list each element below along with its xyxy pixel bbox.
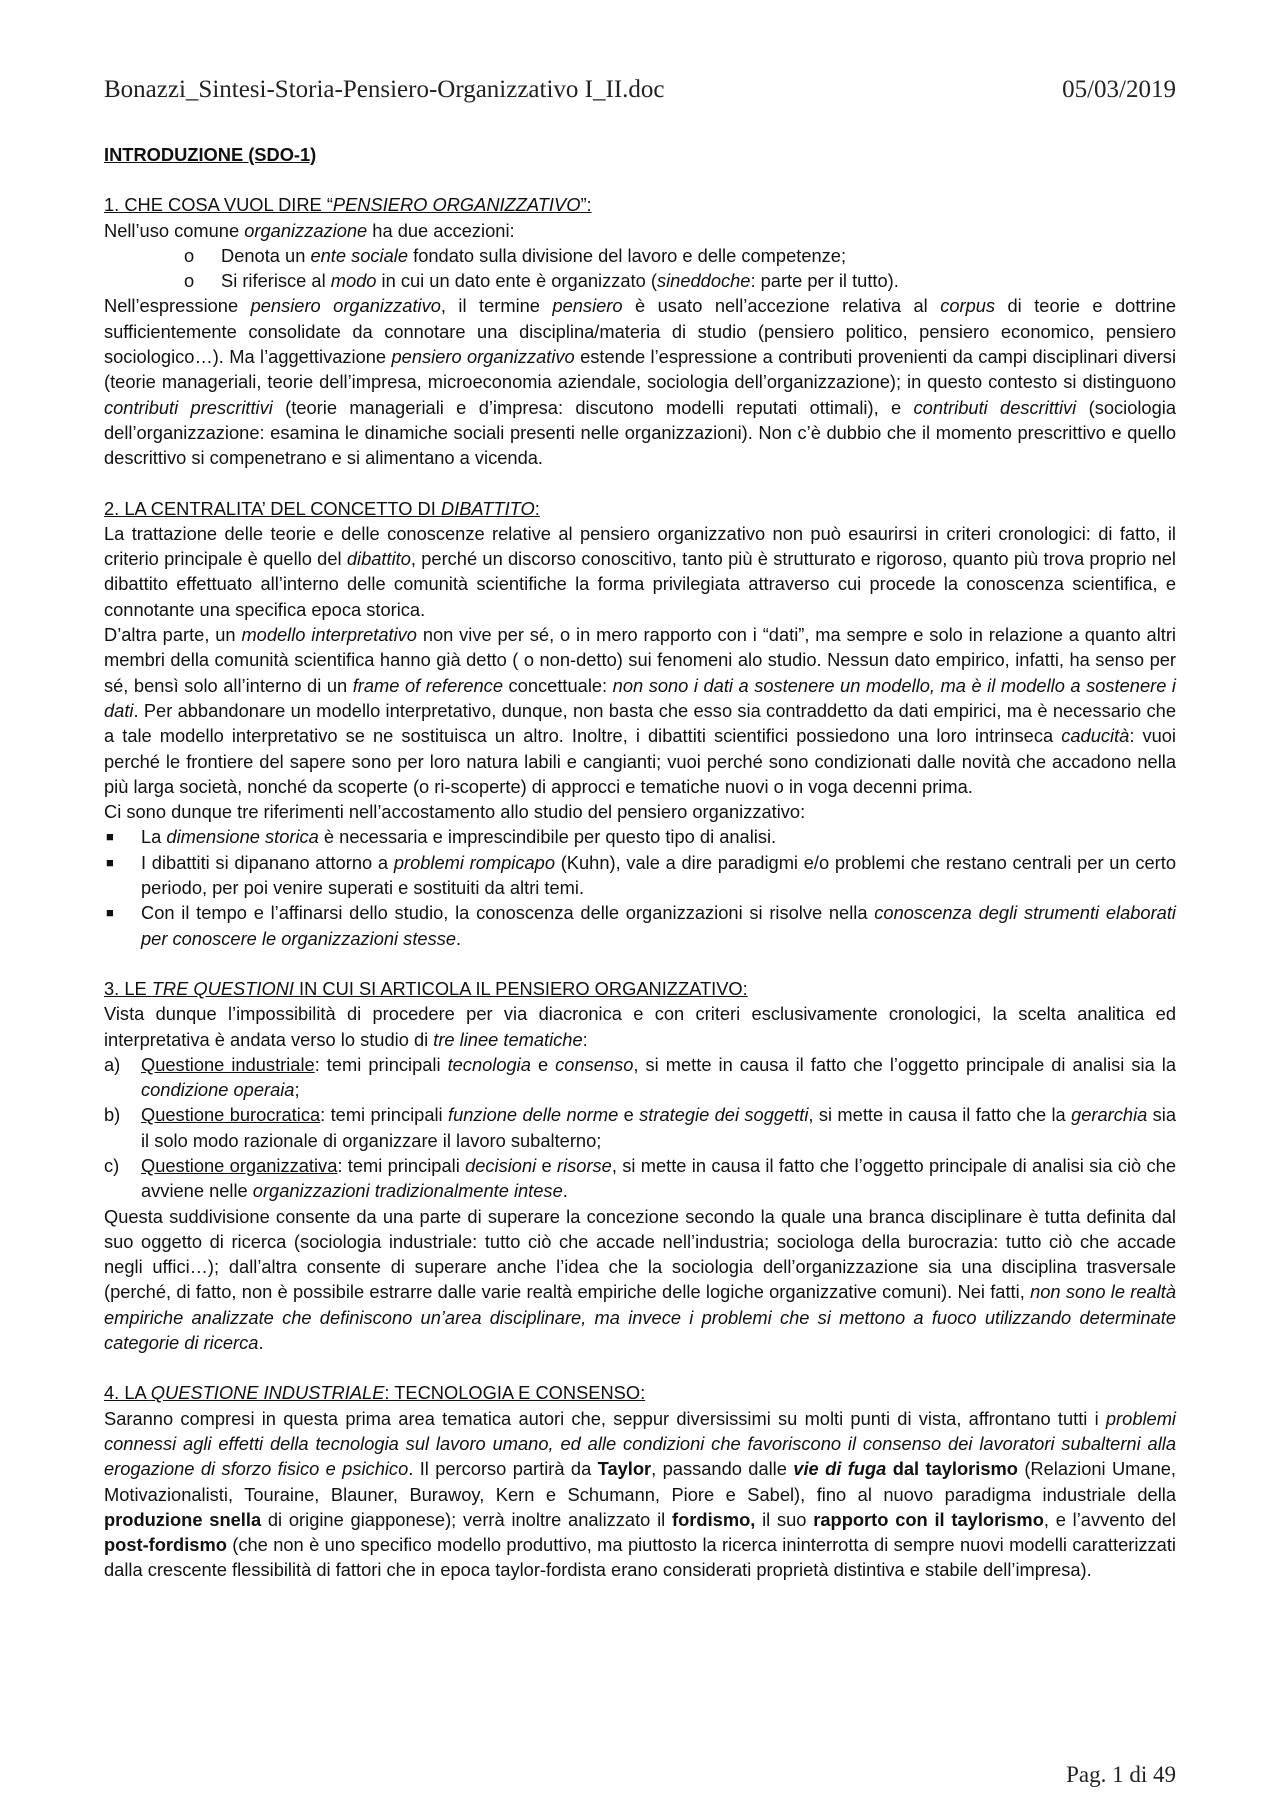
- bullet-marker: o: [184, 244, 195, 266]
- header-filename: Bonazzi_Sintesi-Storia-Pensiero-Organizzativo I_II.doc: [104, 76, 665, 103]
- section-2-paragraph-1: La trattazione delle teorie e delle conoscenze relative al pensiero organizzativo non può esaurirsi in criteri cronologici: di fatto, il criterio principale è quello del dibattito, perché un discorso conoscitivo, tanto più è strutturato e rigoroso, quanto più trova proprio nel dibattito effettuato all’interno delle comunità scientifiche la forma privilegiata attraverso cui procede la conoscenza scientifica, e connotante una specifica epoca storica.: [104, 522, 1176, 620]
- section-3-paragraph-1: Vista dunque l’impossibilità di procedere per via diacronica e con criteri esclusivamente cronologici, la scelta analitica ed interpretativa è andata verso lo studio di tre linee tematiche:: [104, 1003, 1176, 1050]
- page-header: [104, 76, 1176, 104]
- section-2-heading: 2. LA CENTRALITA’ DEL CONCETTO DI DIBATTITO:: [104, 497, 540, 519]
- list-item: a) Questione industriale: temi principali tecnologia e consenso, si mette in causa il fatto che l’oggetto principale di analisi sia la condizione operaia;: [104, 1053, 1177, 1101]
- bullet-marker: o: [184, 270, 195, 292]
- list-item: b) Questione burocratica: temi principali funzione delle norme e strategie dei soggetti, si mette in causa il fatto che la gerarchia sia il solo modo razionale di organizzare il lavoro subalterno;: [104, 1104, 1177, 1151]
- bullet-marker: ■: [106, 905, 114, 921]
- bullet-marker: ■: [106, 829, 114, 845]
- document-body: [104, 142, 1176, 1583]
- list-item: o Denota un ente sociale fondato sulla divisione del lavoro e delle competenze;: [104, 243, 1176, 268]
- list-item: ■ I dibattiti si dipanano attorno a problemi rompicapo (Kuhn), vale a dire paradigmi e/o problemi che restano centrali per un certo periodo, per poi venire superati e sostituiti da altri temi.: [106, 851, 1177, 899]
- section-1-heading: 1. CHE COSA VUOL DIRE “PENSIERO ORGANIZZATIVO”:: [104, 194, 592, 216]
- page-number: Pag. 1 di 49: [1066, 1762, 1176, 1787]
- section-3-list: [104, 1052, 1176, 1204]
- list-marker: a): [104, 1053, 121, 1075]
- list-item: c) Questione organizzativa: temi principali decisioni e risorse, si mette in causa il fatto che l’oggetto principale di analisi sia ciò che avviene nelle organizzazioni tradizionalmente intese.: [104, 1154, 1177, 1202]
- section-2-paragraph-3: Ci sono dunque tre riferimenti nell’accostamento allo studio del pensiero organizzativo:: [104, 801, 806, 823]
- section-3-paragraph-2: Questa suddivisione consente da una parte di superare la concezione secondo la quale una branca disciplinare è tutta definita dal suo oggetto di ricerca (sociologia industriale: tutto ciò che accade nell’industria; sociologa della burocrazia: tutto ciò che accade negli uffici…); dall’altra consente di superare anche l’idea che la sociologia dell’organizzazione sia una disciplina trasversale (perché, di fatto, non è possibile estrarre dalle varie realtà empiriche delle logiche organizzative comuni). Nei fatti, non sono le realtà empiriche analizzate che definiscono un’area disciplinare, ma invece i problemi che si mettono a fuoco utilizzando determinate categorie di ricerca.: [104, 1205, 1177, 1354]
- list-item: o Si riferisce al modo in cui un dato ente è organizzato (sineddoche: parte per il tutto).: [104, 268, 1176, 293]
- section-2-list: [104, 824, 1176, 950]
- list-item: ■ Con il tempo e l’affinarsi dello studio, la conoscenza delle organizzazioni si risolve nella conoscenza degli strumenti elaborati per conoscere le organizzazioni stesse.: [106, 902, 1176, 949]
- section-3-heading: 3. LE TRE QUESTIONI IN CUI SI ARTICOLA IL PENSIERO ORGANIZZATIVO:: [104, 977, 748, 999]
- section-2-paragraph-2: D’altra parte, un modello interpretativo non vive per sé, o in mero rapporto con i “dati”, ma sempre e solo in relazione a quanto altri membri della comunità scientifica hanno già detto ( o non-detto) sui fenomeni alo studio. Nessun dato empirico, infatti, ha senso per sé, bensì solo all’interno di un frame of reference concettuale: non sono i dati a sostenere un modello, ma è il modello a sostenere i dati. Per abbandonare un modello interpretativo, dunque, non basta che esso sia contraddetto da dati empirici, ma è necessario che a tale modello interpretativo se ne sostituisca un altro. Inoltre, i dibattiti scientifici possiedono una loro intrinseca caducità: vuoi perché le frontiere del sapere sono per loro natura labili e cangianti; vuoi perché sono condizionati dalle novità che accadono nella più larga società, nonché da scoperte (o ri-scoperte) di approcci e tematiche nuovi o in voga decenni prima.: [104, 624, 1176, 797]
- document-title: INTRODUZIONE (SDO-1): [104, 144, 317, 165]
- list-marker: c): [104, 1154, 120, 1176]
- section-4-heading: 4. LA QUESTIONE INDUSTRIALE: TECNOLOGIA E CONSENSO:: [104, 1382, 646, 1404]
- header-date: 05/03/2019: [1062, 76, 1176, 103]
- section-4-paragraph: Saranno compresi in questa prima area tematica autori che, seppur diversissimi su molti punti di vista, affrontano tutti i problemi connessi agli effetti della tecnologia sul lavoro umano, ed alle condizioni che favoriscono il consenso dei lavoratori subalterni alla erogazione di sforzo fisico e psichico. Il percorso partirà da Taylor, passando dalle vie di fuga dal taylorismo (Relazioni Umane, Motivazionalisti, Touraine, Blauner, Burawoy, Kern e Schumann, Piore e Sabel), fino al nuovo paradigma industriale della produzione snella di origine giapponese); verrà inoltre analizzato il fordismo, il suo rapporto con il taylorismo, e l’avvento del post-fordismo (che non è uno specifico modello produttivo, ma piuttosto la ricerca ininterrotta di sempre nuovi modelli caratterizzati dalla crescente flessibilità di fattori che in epoca taylor-fordista erano considerati proprietà distintiva e stabile dell’impresa).: [104, 1407, 1176, 1581]
- list-item: ■ La dimensione storica è necessaria e imprescindibile per questo tipo di analisi.: [104, 824, 1176, 849]
- section-1-intro: Nell’uso comune organizzazione ha due accezioni:: [104, 219, 515, 241]
- section-1-paragraph: Nell’espressione pensiero organizzativo, il termine pensiero è usato nell’accezione relativa al corpus di teorie e dottrine sufficientemente consolidate da connotare una disciplina/materia di studio (pensiero politico, pensiero economico, pensiero sociologico…). Ma l’aggettivazione pensiero organizzativo estende l’espressione a contributi provenienti da campi disciplinari diversi (teorie manageriali, teorie dell’impresa, microeconomia aziendale, sociologia dell’organizzazione); in questo contesto si distinguono contributi prescrittivi (teorie manageriali e d’impresa: discutono modelli reputati ottimali), e contributi descrittivi (sociologia dell’organizzazione: esamina le dinamiche sociali presenti nelle organizzazioni). Non c’è dubbio che il momento prescrittivo e quello descrittivo si compenetrano e si alimentano a vicenda.: [104, 295, 1177, 469]
- list-marker: b): [104, 1104, 121, 1126]
- bullet-marker: ■: [106, 854, 114, 870]
- section-1-list: [104, 243, 1176, 294]
